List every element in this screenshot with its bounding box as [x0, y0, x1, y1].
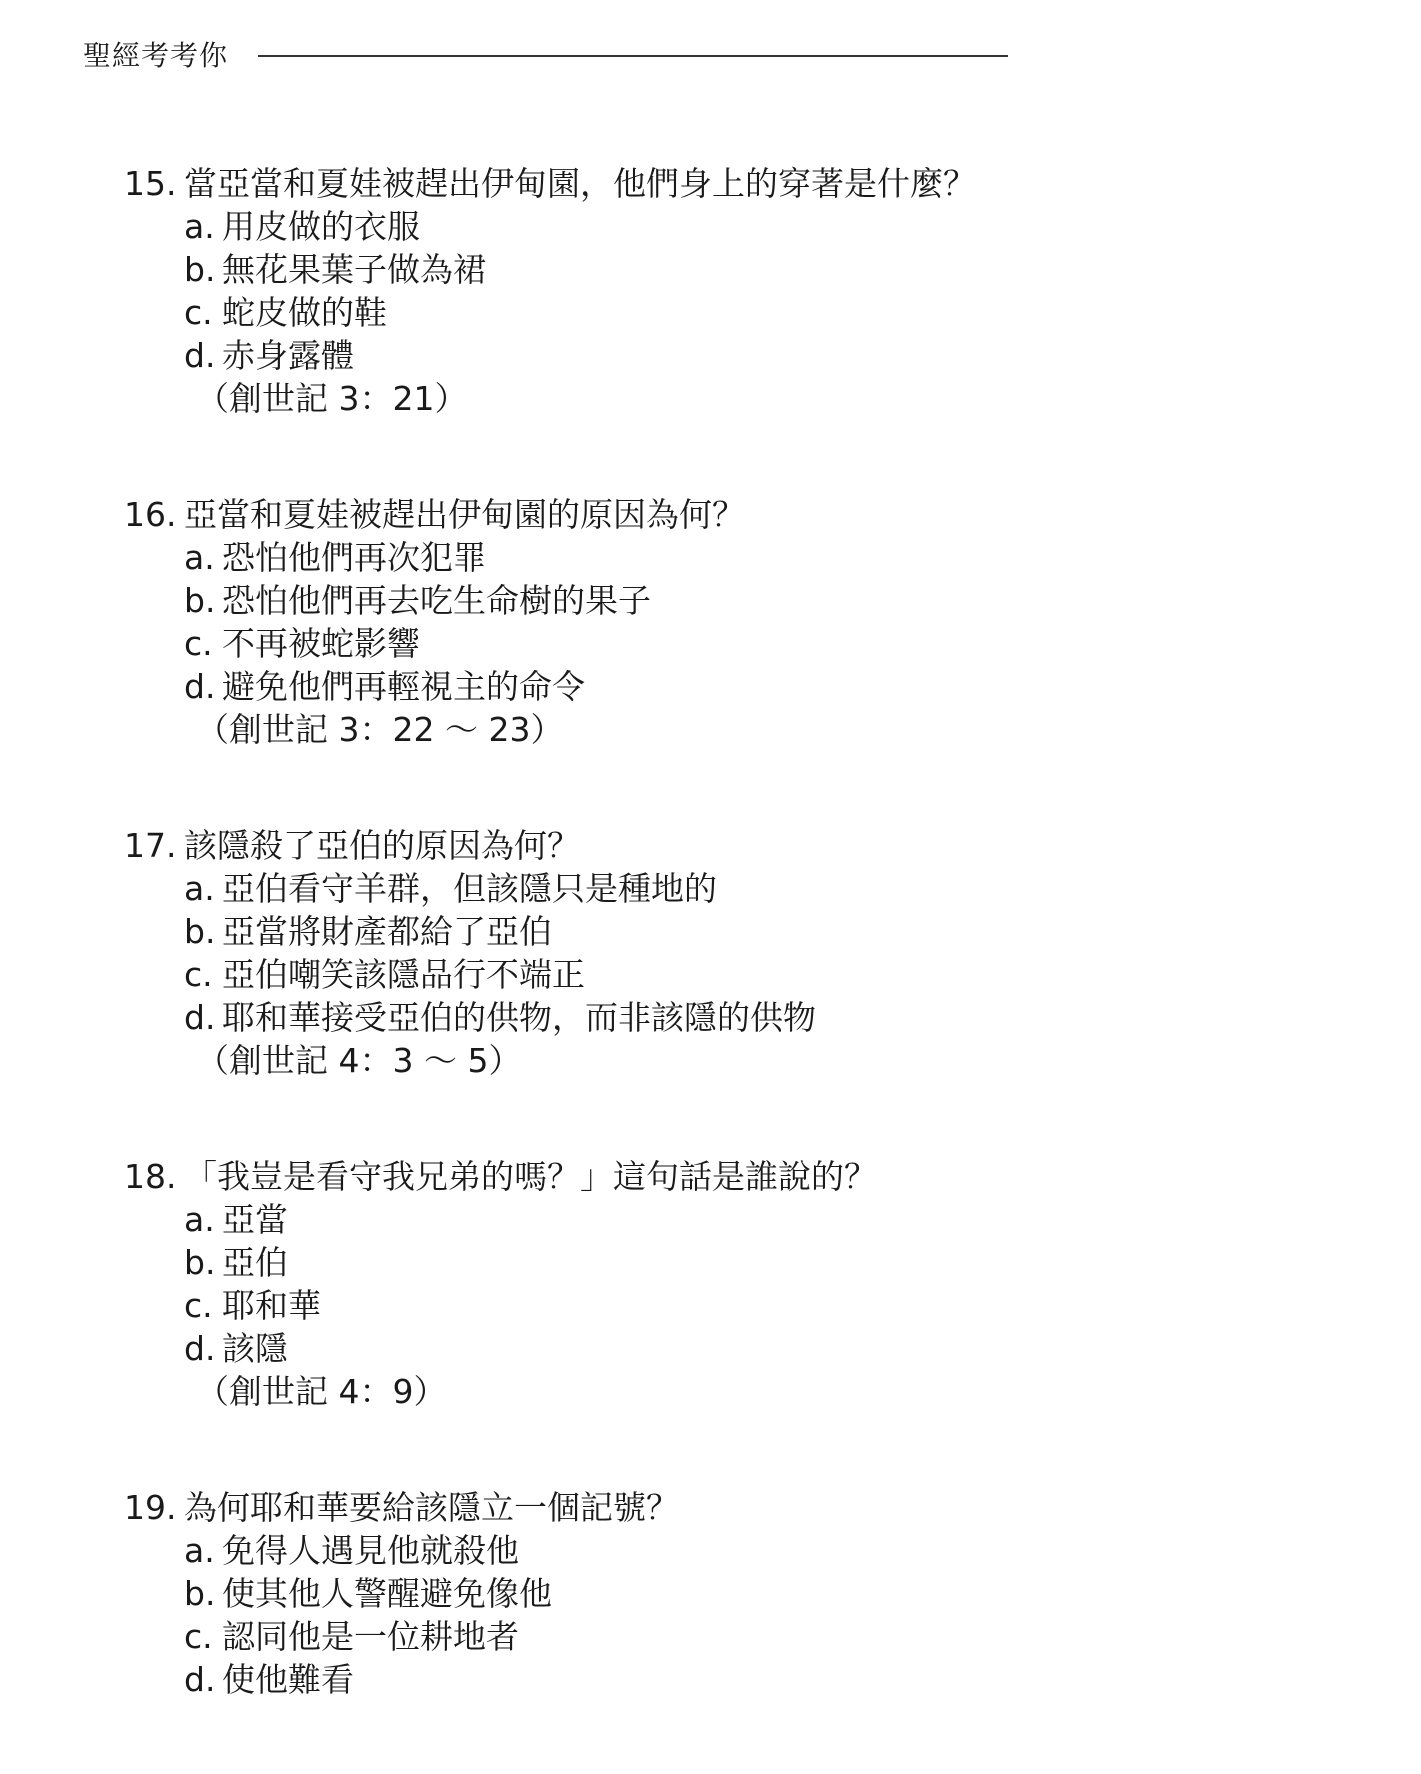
option-c — [184, 622, 1324, 665]
option-c — [184, 291, 1324, 334]
page-header — [83, 34, 1008, 74]
option-text: 亞伯看守羊群，但該隱只是種地的 — [222, 869, 717, 908]
question-line — [124, 1155, 1324, 1198]
option-text: 無花果葉子做為裙 — [222, 250, 486, 289]
option-text: 蛇皮做的鞋 — [222, 293, 387, 332]
question-number: 17. — [124, 826, 177, 865]
question-number: 19. — [124, 1488, 177, 1527]
option-text: 使其他人警醒避免像他 — [222, 1574, 552, 1613]
scripture-reference: （創世記 3：22 ～ 23） — [196, 710, 564, 749]
option-letter: d. — [184, 1660, 216, 1699]
question-line — [124, 493, 1324, 536]
option-d — [184, 1327, 1324, 1370]
question-line — [124, 162, 1324, 205]
option-c — [184, 1284, 1324, 1327]
question-19 — [124, 1486, 1324, 1701]
option-text: 亞伯嘲笑該隱品行不端正 — [222, 955, 585, 994]
option-d — [184, 1658, 1324, 1701]
option-text: 恐怕他們再次犯罪 — [222, 538, 486, 577]
question-text: 「我豈是看守我兄弟的嗎？」這句話是誰說的？ — [184, 1157, 877, 1196]
question-18 — [124, 1155, 1324, 1413]
option-letter: a. — [184, 538, 215, 577]
option-b — [184, 910, 1324, 953]
question-text: 為何耶和華要給該隱立一個記號？ — [184, 1488, 679, 1527]
option-letter: d. — [184, 336, 216, 375]
option-letter: c. — [184, 955, 213, 994]
option-text: 耶和華 — [222, 1286, 321, 1325]
page-title: 聖經考考你 — [83, 39, 229, 72]
option-text: 該隱 — [222, 1329, 288, 1368]
option-text: 免得人遇見他就殺他 — [222, 1531, 519, 1570]
option-a — [184, 1198, 1324, 1241]
option-letter: a. — [184, 207, 215, 246]
option-text: 恐怕他們再去吃生命樹的果子 — [222, 581, 651, 620]
option-letter: d. — [184, 998, 216, 1037]
question-line — [124, 824, 1324, 867]
option-letter: c. — [184, 624, 213, 663]
option-a — [184, 205, 1324, 248]
option-text: 亞當 — [222, 1200, 288, 1239]
question-list — [124, 162, 1324, 1774]
option-c — [184, 1615, 1324, 1658]
option-letter: b. — [184, 1243, 216, 1282]
option-b — [184, 1572, 1324, 1615]
option-d — [184, 996, 1324, 1039]
option-text: 亞當將財產都給了亞伯 — [222, 912, 552, 951]
option-letter: b. — [184, 912, 216, 951]
option-b — [184, 248, 1324, 291]
option-text: 耶和華接受亞伯的供物，而非該隱的供物 — [222, 998, 816, 1037]
option-letter: d. — [184, 667, 216, 706]
option-list — [184, 1198, 1324, 1413]
option-c — [184, 953, 1324, 996]
question-number: 15. — [124, 164, 177, 203]
question-number: 16. — [124, 495, 177, 534]
question-text: 亞當和夏娃被趕出伊甸園的原因為何？ — [184, 495, 745, 534]
option-letter: b. — [184, 250, 216, 289]
option-text: 避免他們再輕視主的命令 — [222, 667, 585, 706]
option-b — [184, 579, 1324, 622]
option-list — [184, 867, 1324, 1082]
option-list — [184, 536, 1324, 751]
scripture-reference: （創世記 3：21） — [196, 379, 468, 418]
option-letter: c. — [184, 293, 213, 332]
question-16 — [124, 493, 1324, 751]
scripture-reference: （創世記 4：3 ～ 5） — [196, 1041, 522, 1080]
option-letter: c. — [184, 1617, 213, 1656]
option-list — [184, 1529, 1324, 1701]
option-text: 亞伯 — [222, 1243, 288, 1282]
option-letter: a. — [184, 869, 215, 908]
question-number: 18. — [124, 1157, 177, 1196]
option-a — [184, 536, 1324, 579]
question-text: 當亞當和夏娃被趕出伊甸園，他們身上的穿著是什麼？ — [184, 164, 976, 203]
option-letter: b. — [184, 1574, 216, 1613]
option-letter: b. — [184, 581, 216, 620]
option-a — [184, 867, 1324, 910]
option-text: 認同他是一位耕地者 — [222, 1617, 519, 1656]
option-letter: d. — [184, 1329, 216, 1368]
option-list — [184, 205, 1324, 420]
header-divider — [258, 55, 1008, 57]
option-a — [184, 1529, 1324, 1572]
option-text: 赤身露體 — [222, 336, 354, 375]
option-letter: a. — [184, 1200, 215, 1239]
question-line — [124, 1486, 1324, 1529]
question-17 — [124, 824, 1324, 1082]
option-d — [184, 334, 1324, 377]
option-letter: a. — [184, 1531, 215, 1570]
option-text: 使他難看 — [222, 1660, 354, 1699]
question-15 — [124, 162, 1324, 420]
option-text: 不再被蛇影響 — [222, 624, 420, 663]
option-text: 用皮做的衣服 — [222, 207, 420, 246]
option-d — [184, 665, 1324, 708]
scripture-reference: （創世記 4：9） — [196, 1372, 447, 1411]
option-b — [184, 1241, 1324, 1284]
question-text: 該隱殺了亞伯的原因為何？ — [184, 826, 580, 865]
option-letter: c. — [184, 1286, 213, 1325]
